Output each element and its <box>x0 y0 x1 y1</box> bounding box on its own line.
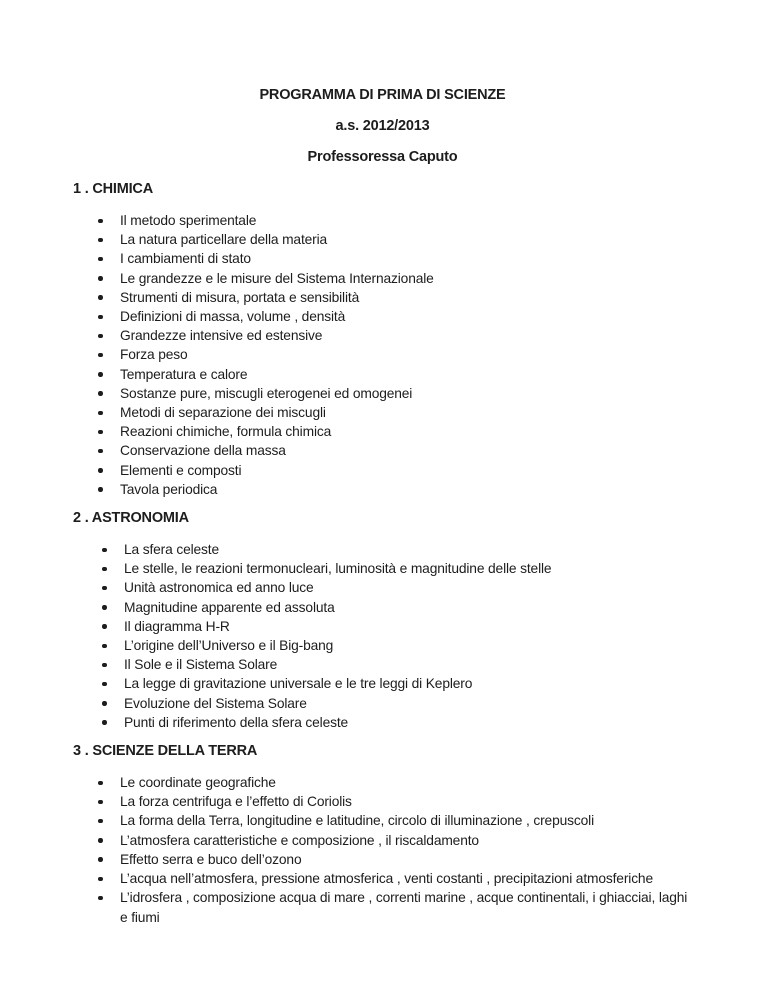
list-item: Temperatura e calore <box>73 365 692 384</box>
list-item: La forma della Terra, longitudine e latitudine, circolo di illuminazione , crepuscoli <box>73 811 692 830</box>
document-header <box>73 86 692 167</box>
school-year: a.s. 2012/2013 <box>335 118 430 134</box>
list-item: Il Sole e il Sistema Solare <box>73 655 692 674</box>
list-item: I cambiamenti di stato <box>73 249 692 268</box>
list-item: Unità astronomica ed anno luce <box>73 578 692 597</box>
list-item: Forza peso <box>73 345 692 364</box>
section-heading-scienze-della-terra: 3 . SCIENZE DELLA TERRA <box>73 743 258 760</box>
page-title: PROGRAMMA DI PRIMA DI SCIENZE <box>259 87 506 103</box>
topic-list-chimica <box>73 211 692 499</box>
list-item: La natura particellare della materia <box>73 230 692 249</box>
list-item: Le stelle, le reazioni termonucleari, luminosità e magnitudine delle stelle <box>73 559 692 578</box>
list-item: L’atmosfera caratteristiche e composizione , il riscaldamento <box>73 831 692 850</box>
list-item: Il metodo sperimentale <box>73 211 692 230</box>
teacher-name: Professoressa Caputo <box>307 149 458 165</box>
list-item: Effetto serra e buco dell’ozono <box>73 850 692 869</box>
list-item: Le coordinate geografiche <box>73 773 692 792</box>
list-item: Definizioni di massa, volume , densità <box>73 307 692 326</box>
list-item: Evoluzione del Sistema Solare <box>73 694 692 713</box>
list-item: La legge di gravitazione universale e le tre leggi di Keplero <box>73 674 692 693</box>
list-item: Elementi e composti <box>73 461 692 480</box>
topic-list-astronomia <box>73 540 692 732</box>
list-item: Sostanze pure, miscugli eterogenei ed omogenei <box>73 384 692 403</box>
section-astronomia <box>73 509 692 732</box>
section-scienze-della-terra <box>73 742 692 927</box>
list-item: Strumenti di misura, portata e sensibilità <box>73 288 692 307</box>
list-item: Punti di riferimento della sfera celeste <box>73 713 692 732</box>
section-heading-astronomia: 2 . ASTRONOMIA <box>73 510 189 527</box>
list-item: La forza centrifuga e l’effetto di Coriolis <box>73 792 692 811</box>
list-item: Tavola periodica <box>73 480 692 499</box>
list-item: L’idrosfera , composizione acqua di mare , correnti marine , acque continentali, i ghiacciai, laghi e fiumi <box>73 888 692 926</box>
list-item: L’acqua nell’atmosfera, pressione atmosferica , venti costanti , precipitazioni atmosferiche <box>73 869 692 888</box>
list-item: Reazioni chimiche, formula chimica <box>73 422 692 441</box>
list-item: Il diagramma H-R <box>73 617 692 636</box>
list-item: La sfera celeste <box>73 540 692 559</box>
section-chimica <box>73 180 692 499</box>
list-item: Metodi di separazione dei miscugli <box>73 403 692 422</box>
section-heading-chimica: 1 . CHIMICA <box>73 181 153 197</box>
topic-list-scienze-della-terra <box>73 773 692 927</box>
list-item: L’origine dell’Universo e il Big-bang <box>73 636 692 655</box>
list-item: Magnitudine apparente ed assoluta <box>73 598 692 617</box>
list-item: Conservazione della massa <box>73 441 692 460</box>
list-item: Le grandezze e le misure del Sistema Internazionale <box>73 269 692 288</box>
list-item: Grandezze intensive ed estensive <box>73 326 692 345</box>
